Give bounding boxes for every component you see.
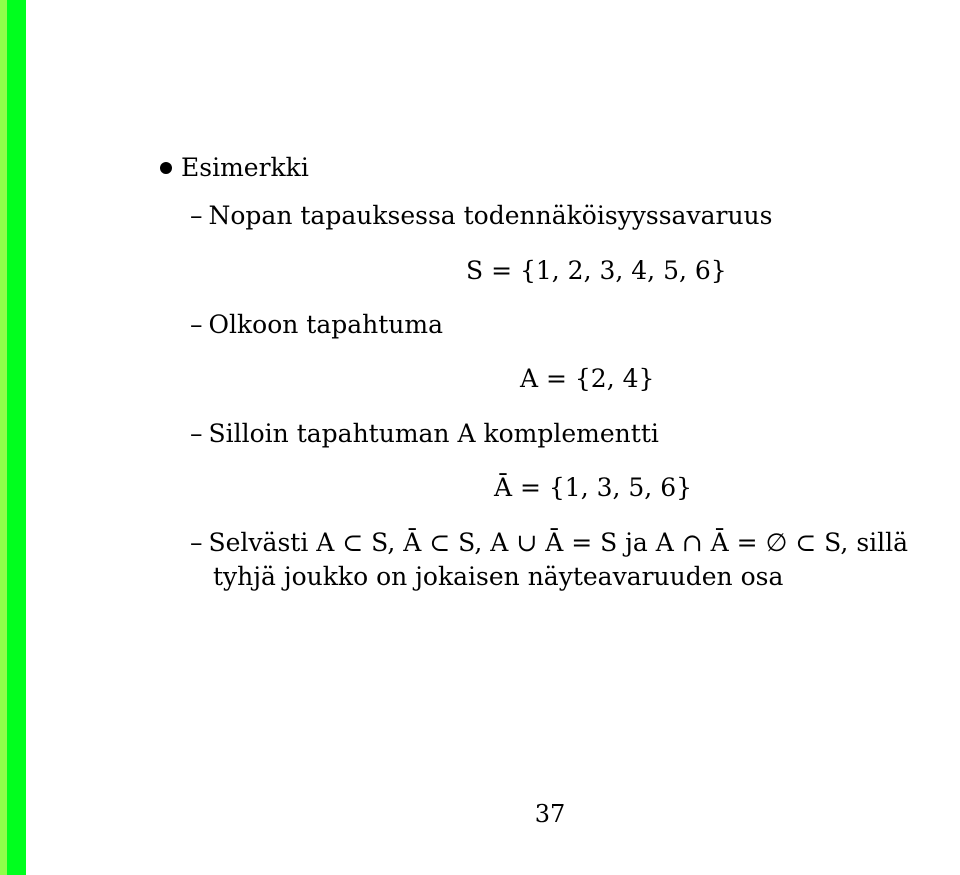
list-item-text: Silloin tapahtuman A komplementti	[208, 419, 659, 448]
page-number: 37	[534, 800, 566, 828]
equation-sample-space: S = {1, 2, 3, 4, 5, 6}	[466, 256, 727, 285]
list-item	[190, 528, 908, 558]
list-item	[190, 201, 772, 231]
dash-marker: –	[190, 419, 203, 448]
dash-marker: –	[190, 310, 203, 339]
left-margin-stripe-inner	[7, 0, 26, 875]
list-item-text: Nopan tapauksessa todennäköisyyssavaruus	[208, 201, 773, 230]
list-item	[190, 419, 659, 449]
equation-complement: Ā = {1, 3, 5, 6}	[494, 473, 693, 502]
dash-marker: –	[190, 201, 203, 230]
equation-event: A = {2, 4}	[520, 364, 655, 393]
bullet-point	[160, 162, 172, 174]
list-item	[190, 310, 443, 340]
list-item-continuation: tyhjä joukko on jokaisen näyteavaruuden osa	[213, 562, 784, 591]
dash-marker: –	[190, 528, 203, 557]
list-item-text: Olkoon tapahtuma	[208, 310, 444, 339]
bullet-heading: Esimerkki	[181, 153, 309, 182]
list-item-text: Selvästi A ⊂ S, Ā ⊂ S, A ∪ Ā = S ja A ∩ Ā = ∅ ⊂ S, sillä	[208, 528, 909, 557]
